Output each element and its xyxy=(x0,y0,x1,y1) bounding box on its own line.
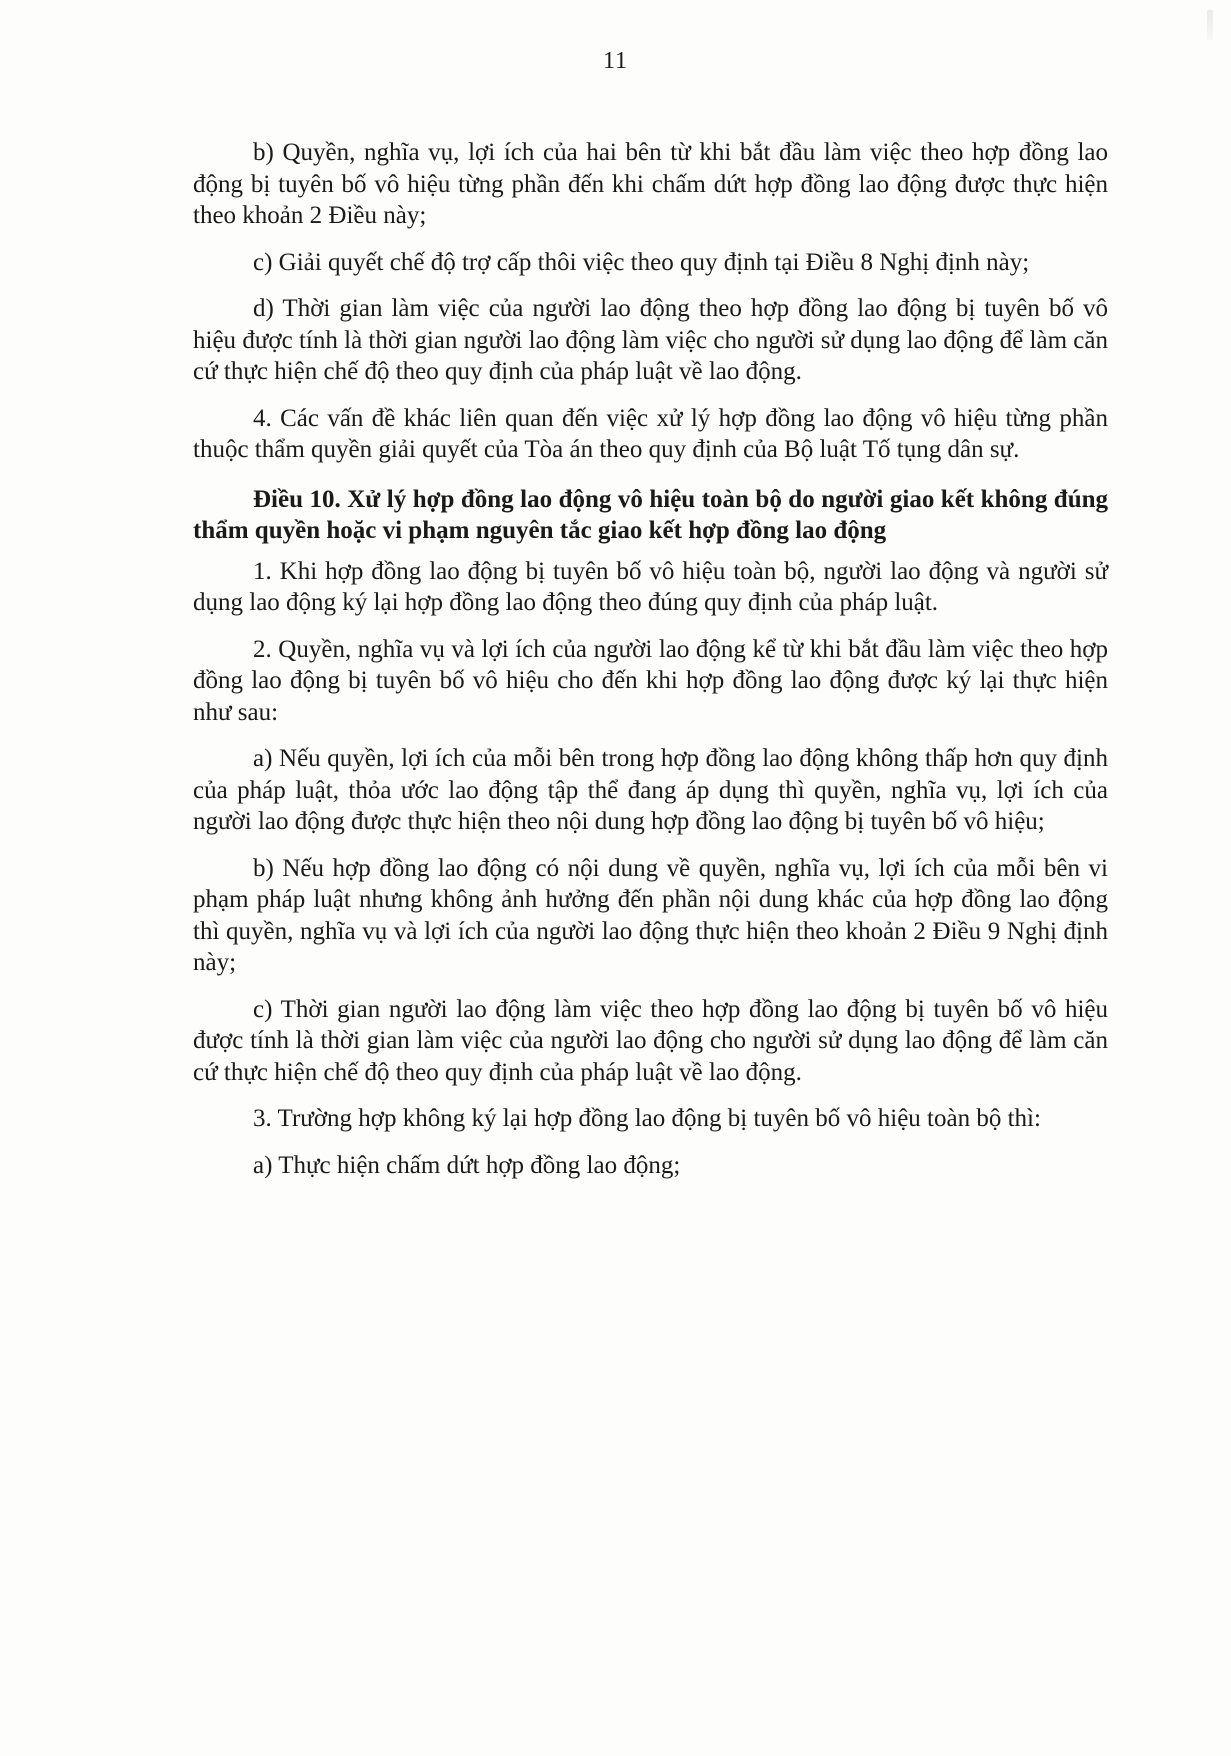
paragraph-4: 4. Các vấn đề khác liên quan đến việc xử lý hợp đồng lao động vô hiệu từng phần thuộc thẩm quyền giải quyết của Tòa án theo quy định của Bộ luật Tố tụng dân sự. xyxy=(193,404,1108,463)
paragraph-3b: b) Quyền, nghĩa vụ, lợi ích của hai bên từ khi bắt đầu làm việc theo hợp đồng lao động bị tuyên bố vô hiệu từng phần đến khi chấm dứt hợp đồng lao động được thực hiện theo khoản 2 Điều này; xyxy=(193,139,1108,229)
article-title: Xử lý hợp đồng lao động vô hiệu toàn bộ do người giao kết không đúng thẩm quyền hoặc vi phạm nguyên tắc giao kết hợp đồng lao động xyxy=(193,485,1109,544)
paragraph-3c: c) Giải quyết chế độ trợ cấp thôi việc theo quy định tại Điều 8 Nghị định này; xyxy=(253,248,1030,276)
document-body xyxy=(193,137,1108,1193)
article-heading xyxy=(193,484,1108,546)
paragraph-3d: d) Thời gian làm việc của người lao động theo hợp đồng lao động bị tuyên bố vô hiệu được tính là thời gian người lao động làm việc cho người sử dụng lao động để làm căn cứ thực hiện chế độ theo quy định của pháp luật về lao động. xyxy=(193,295,1108,385)
scan-edge-mark xyxy=(1207,10,1213,40)
article-paragraph-3: 3. Trường hợp không ký lại hợp đồng lao động bị tuyên bố vô hiệu toàn bộ thì: xyxy=(253,1105,1041,1132)
page-number: 11 xyxy=(602,48,629,74)
article-paragraph-2: 2. Quyền, nghĩa vụ và lợi ích của người lao động kể từ khi bắt đầu làm việc theo hợp đồng lao động bị tuyên bố vô hiệu cho đến khi hợp đồng lao động được ký lại thực hiện như sau: xyxy=(193,635,1108,726)
article-label: Điều 10. xyxy=(253,485,341,513)
article-paragraph-2c: c) Thời gian người lao động làm việc theo hợp đồng lao động bị tuyên bố vô hiệu được tính là thời gian làm việc của người lao động cho người sử dụng lao động để làm căn cứ thực hiện chế độ theo quy định của pháp luật về lao động. xyxy=(193,995,1108,1086)
article-paragraph-3a: a) Thực hiện chấm dứt hợp đồng lao động; xyxy=(253,1151,681,1179)
article-paragraph-1: 1. Khi hợp đồng lao động bị tuyên bố vô hiệu toàn bộ, người lao động và người sử dụng lao động ký lại hợp đồng lao động theo đúng quy định của pháp luật. xyxy=(193,557,1108,616)
article-paragraph-2b: b) Nếu hợp đồng lao động có nội dung về quyền, nghĩa vụ, lợi ích của mỗi bên vi phạm pháp luật nhưng không ảnh hưởng đến phần nội dung khác của hợp đồng lao động thì quyền, nghĩa vụ và lợi ích của người lao động thực hiện theo khoản 2 Điều 9 Nghị định này; xyxy=(193,854,1108,976)
article-paragraph-2a: a) Nếu quyền, lợi ích của mỗi bên trong hợp đồng lao động không thấp hơn quy định của pháp luật, thỏa ước lao động tập thể đang áp dụng thì quyền, nghĩa vụ, lợi ích của người lao động được thực hiện theo nội dung hợp đồng lao động bị tuyên bố vô hiệu; xyxy=(193,745,1108,835)
